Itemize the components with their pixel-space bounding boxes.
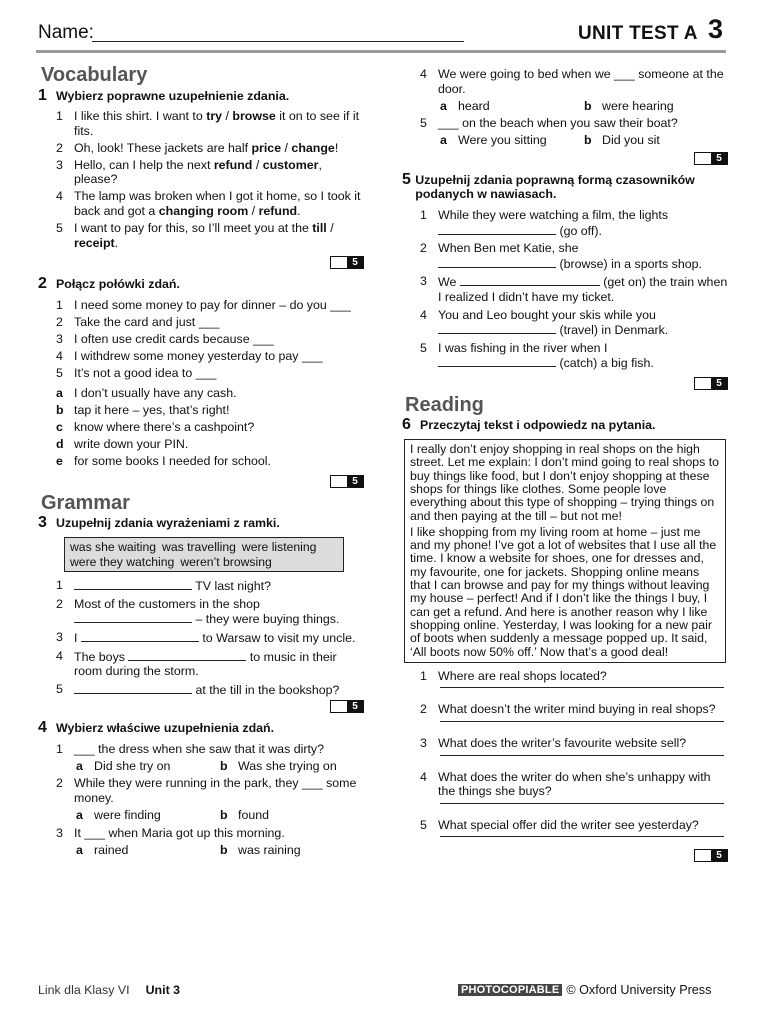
exercise-4-header — [38, 721, 364, 736]
exercise-instruction: Połącz połówki zdań. — [56, 277, 180, 292]
answer-blank[interactable] — [74, 611, 192, 623]
option-a[interactable]: refund — [213, 157, 253, 172]
option-b[interactable] — [220, 808, 364, 823]
exercise-5-header — [402, 170, 728, 202]
item-text: Where are real shops located? — [438, 668, 607, 683]
reading-title: Reading — [405, 393, 484, 416]
text-segment: at the till in the bookshop? — [192, 682, 340, 697]
option-b[interactable]: change — [291, 140, 335, 155]
exercise-number: 1 — [38, 86, 47, 104]
question-item — [38, 141, 364, 156]
text-segment: – they were buying things. — [192, 612, 340, 627]
item-number: 4 — [56, 648, 63, 663]
item-text: What does the writer’s favourite website sell? — [438, 736, 687, 750]
option-letter: a — [440, 133, 447, 148]
exercise-3-header — [38, 516, 364, 531]
item-text: Take the card and just ___ — [74, 314, 220, 329]
item-number: 3 — [56, 331, 63, 346]
question-item — [38, 649, 364, 679]
max-score: 5 — [711, 850, 727, 861]
text-segment: . — [114, 235, 119, 250]
option-item — [38, 386, 364, 401]
option-letter: a — [76, 842, 83, 857]
exercise-instruction: Uzupełnij zdania poprawną formą czasowników podanych w nawiasach. — [415, 172, 695, 202]
reading-paragraph: I really don’t enjoy shopping in real shops on the high street. Let me explain: I don’t mind going to real shops to buy things like food, but I don’t enjoy shopping at these shops for things like clothes. Some people love everything about this type of shopping – trying things on and then paying at the till – but not me! — [410, 442, 719, 523]
option-separator: / — [326, 220, 334, 235]
item-text: It ___ when Maria got up this morning. — [74, 825, 285, 840]
name-input-line[interactable] — [92, 41, 464, 42]
option-b[interactable]: browse — [232, 109, 276, 124]
option-text: were hearing — [602, 98, 674, 113]
exercise-number: 4 — [38, 719, 47, 737]
item-text: It’s not a good idea to ___ — [74, 365, 217, 380]
unit-test-title: UNIT TEST A — [578, 23, 698, 44]
exercise-instruction: Wybierz poprawne uzupełnienie zdania. — [56, 88, 290, 103]
item-number: 3 — [420, 274, 427, 289]
item-number: 5 — [420, 340, 427, 355]
item-number: 5 — [56, 681, 63, 696]
vocabulary-title: Vocabulary — [41, 64, 148, 86]
answer-blank[interactable] — [460, 274, 600, 286]
max-score: 5 — [711, 153, 727, 164]
question-item — [402, 67, 728, 96]
reading-text-box — [404, 439, 726, 663]
item-number: 5 — [56, 365, 63, 380]
question-item — [38, 158, 364, 187]
item-text: What doesn’t the writer mind buying in real shops? — [438, 702, 716, 717]
option-b[interactable] — [584, 99, 728, 114]
score-input[interactable] — [331, 476, 347, 487]
option-text: write down your PIN. — [74, 437, 189, 452]
item-number: 4 — [420, 307, 427, 322]
exercise-6-questions — [402, 669, 728, 838]
option-letter: a — [440, 98, 447, 113]
item-text — [74, 630, 364, 646]
exercise-number: 2 — [38, 275, 47, 293]
item-text — [74, 649, 364, 679]
exercise-6-score — [402, 849, 728, 862]
option-b[interactable] — [220, 759, 364, 774]
option-text: tap it here – yes, that’s right! — [74, 403, 230, 418]
option-a[interactable]: changing room — [158, 203, 249, 218]
question-item — [38, 742, 364, 757]
text-segment: TV last night? — [192, 579, 271, 594]
option-a[interactable] — [440, 99, 584, 114]
max-score: 5 — [347, 701, 363, 712]
text-segment: Oh, look! These jackets are half — [74, 140, 252, 155]
answer-options — [76, 808, 364, 823]
option-text: found — [238, 808, 270, 823]
max-score: 5 — [347, 476, 363, 487]
grammar-title: Grammar — [41, 491, 130, 514]
question-item — [402, 341, 728, 371]
question-item — [402, 770, 728, 799]
header-rule — [36, 50, 726, 53]
item-text: What does the writer do when she’s unhappy with the things she buys? — [438, 769, 711, 799]
option-a[interactable] — [440, 133, 584, 148]
exercise-1-header — [38, 86, 364, 104]
answer-blank[interactable] — [128, 649, 246, 661]
answer-options — [440, 99, 728, 114]
text-segment: I want to pay for this, so I’ll meet you at the — [74, 220, 313, 235]
option-a[interactable] — [76, 759, 220, 774]
item-text: ___ the dress when she saw that it was dirty? — [74, 741, 325, 756]
option-text: Were you sitting — [458, 133, 547, 148]
option-separator: / — [252, 157, 263, 172]
question-item — [38, 826, 364, 841]
answer-options — [76, 759, 364, 774]
item-number: 3 — [56, 157, 63, 172]
item-text — [74, 141, 364, 156]
left-column — [38, 60, 364, 860]
name-label: Name: — [38, 22, 94, 43]
option-letter: c — [56, 420, 63, 435]
answer-blank[interactable] — [74, 578, 192, 590]
item-text: I need some money to pay for dinner – do you ___ — [74, 297, 351, 312]
text-segment: The lamp was broken when I got it home, so I took it back and got a — [74, 189, 361, 218]
item-number: 2 — [420, 702, 427, 717]
item-text: I withdrew some money yesterday to pay ___ — [74, 348, 323, 363]
option-b[interactable]: refund — [258, 203, 298, 218]
option-text: Was she trying on — [238, 758, 337, 773]
exercise-5-items — [402, 208, 728, 371]
answer-blank[interactable] — [438, 223, 556, 235]
publisher: © Oxford University Press — [566, 983, 712, 997]
footer-right — [458, 983, 711, 997]
option-text: Did she try on — [94, 758, 171, 773]
question-item — [402, 669, 728, 684]
reading-paragraph: I like shopping from my living room at home – just me and my phone! I’ve got a lot of websites that I use all the time. I know a website for shoes, one for dresses and, my favourite, one for jackets. Shopping online means that I can browse and pay for my things without leaving my house – perfect! And if I don’t like the things I buy, I can get a refund. And here is another reason why I like shopping online. Yesterday, I was looking for a new pair of boots when suddenly a message popped up. It said, ‘All boots now 50% off.’ Now that’s a good deal! — [410, 524, 717, 659]
question-item — [38, 776, 364, 805]
max-score: 5 — [711, 378, 727, 389]
item-text: I often use credit cards because ___ — [74, 331, 274, 346]
item-number: 5 — [56, 220, 63, 235]
answer-line[interactable] — [440, 686, 724, 688]
option-b[interactable]: customer — [262, 157, 319, 172]
option-letter: b — [56, 403, 64, 418]
question-item — [38, 189, 364, 218]
question-item — [402, 308, 728, 338]
option-letter: b — [584, 133, 592, 148]
option-letter: a — [76, 758, 83, 773]
max-score: 5 — [347, 257, 363, 268]
exercise-3-score — [38, 700, 364, 713]
exercise-4-score — [402, 152, 728, 165]
score-input[interactable] — [331, 257, 347, 268]
answer-line[interactable] — [440, 720, 724, 722]
answer-blank[interactable] — [81, 630, 199, 642]
item-number: 2 — [56, 314, 63, 329]
item-text — [438, 274, 728, 304]
answer-blank[interactable] — [438, 256, 556, 268]
option-text: know where there’s a cashpoint? — [74, 420, 255, 435]
text-segment: When Ben met Katie, she — [438, 241, 579, 256]
text-segment: (travel) in Denmark. — [556, 323, 669, 338]
item-number: 4 — [420, 67, 427, 81]
option-item — [38, 403, 364, 418]
item-text — [74, 189, 364, 218]
question-item — [402, 274, 728, 304]
answer-line[interactable] — [440, 754, 724, 756]
question-item — [38, 597, 364, 627]
exercise-2-score — [38, 475, 364, 488]
item-number: 3 — [56, 825, 63, 840]
score-input[interactable] — [331, 701, 347, 712]
question-item — [402, 241, 728, 271]
text-segment: Hello, can I help the next — [74, 157, 214, 172]
exercise-5-score — [402, 377, 728, 390]
answer-blank[interactable] — [438, 355, 556, 367]
exercise-6-header — [402, 418, 728, 433]
answer-options — [76, 843, 364, 858]
option-b[interactable] — [584, 133, 728, 148]
question-item — [38, 682, 364, 698]
footer-unit: Unit 3 — [145, 983, 181, 997]
question-item — [38, 349, 364, 364]
question-item — [38, 221, 364, 250]
item-number: 4 — [420, 769, 427, 784]
answer-blank[interactable] — [74, 682, 192, 694]
text-segment: Most of the customers in the shop — [74, 596, 260, 611]
question-item — [38, 332, 364, 347]
text-segment: to Warsaw to visit my uncle. — [198, 630, 356, 645]
item-number: 2 — [56, 596, 63, 611]
item-text: What special offer did the writer see yesterday? — [438, 817, 699, 832]
item-text — [74, 158, 364, 187]
item-number: 2 — [56, 776, 63, 791]
text-segment: to music in their room during the storm. — [74, 649, 337, 679]
text-segment: While they were watching a film, the lights — [438, 207, 669, 222]
book-title: Link dla Klasy VI — [38, 983, 130, 997]
text-segment: I was fishing in the river when I — [438, 340, 608, 355]
option-letter: a — [76, 808, 83, 823]
option-a[interactable] — [76, 808, 220, 823]
item-number: 3 — [56, 629, 63, 644]
item-text — [74, 597, 364, 627]
item-number: 4 — [56, 189, 63, 204]
answer-blank[interactable] — [438, 322, 556, 334]
item-number: 4 — [56, 348, 63, 363]
exercise-number: 6 — [402, 416, 411, 434]
exercise-2-header — [38, 277, 364, 292]
right-column — [402, 67, 728, 870]
option-b[interactable] — [220, 843, 364, 858]
option-separator: / — [281, 140, 292, 155]
option-text: heard — [458, 98, 490, 113]
text-segment: You and Leo bought your skis while you — [438, 307, 656, 322]
item-text: ___ on the beach when you saw their boat? — [438, 116, 678, 131]
exercise-4-items — [38, 742, 364, 857]
exercise-2-options — [38, 386, 364, 469]
exercise-2-items — [38, 298, 364, 381]
text-segment: (catch) a big fish. — [556, 356, 654, 371]
item-number: 1 — [56, 578, 63, 593]
option-letter: e — [56, 454, 63, 469]
option-text: for some books I needed for school. — [74, 454, 271, 469]
exercise-instruction: Przeczytaj tekst i odpowiedz na pytania. — [420, 418, 656, 433]
item-number: 1 — [56, 109, 63, 124]
item-text — [74, 682, 364, 698]
text-segment: I — [74, 630, 81, 645]
question-item — [402, 116, 728, 131]
exercise-4-items-continued — [402, 67, 728, 148]
score-input[interactable] — [695, 153, 711, 164]
item-text — [74, 109, 364, 138]
item-number: 5 — [420, 116, 427, 131]
text-segment: (browse) in a sports shop. — [556, 256, 702, 271]
question-item — [38, 366, 364, 381]
exercise-instruction: Wybierz właściwe uzupełnienia zdań. — [56, 721, 275, 736]
word-box — [64, 537, 344, 572]
item-number: 2 — [56, 140, 63, 155]
exercise-1-items — [38, 109, 364, 250]
option-letter: b — [220, 808, 228, 823]
text-segment: . — [297, 203, 301, 218]
box-phrase: weren’t browsing — [180, 554, 272, 569]
option-item — [38, 454, 364, 469]
option-a[interactable]: price — [251, 140, 282, 155]
option-letter: b — [220, 758, 228, 773]
answer-options — [440, 133, 728, 148]
option-text: were finding — [94, 808, 161, 823]
exercise-1-score — [38, 256, 364, 269]
option-text: rained — [94, 842, 129, 857]
item-text — [438, 241, 728, 271]
option-separator: / — [222, 109, 233, 124]
option-a[interactable] — [76, 843, 220, 858]
box-phrase: was she waiting — [70, 539, 157, 554]
item-text — [438, 341, 728, 371]
option-letter: d — [56, 437, 64, 452]
item-text — [74, 221, 364, 250]
option-b[interactable]: receipt — [74, 235, 115, 250]
answer-line[interactable] — [440, 802, 724, 804]
question-item — [402, 736, 728, 751]
item-text: We were going to bed when we ___ someone at the door. — [438, 67, 724, 96]
item-number: 1 — [56, 741, 63, 756]
exercise-instruction: Uzupełnij zdania wyrażeniami z ramki. — [56, 516, 280, 531]
option-letter: b — [220, 842, 228, 857]
item-number: 5 — [420, 817, 427, 832]
option-separator: / — [248, 203, 259, 218]
item-number: 1 — [420, 207, 427, 222]
footer-left — [38, 983, 180, 997]
option-text: Did you sit — [602, 133, 660, 148]
question-item — [38, 109, 364, 138]
question-item — [402, 818, 728, 833]
question-item — [402, 208, 728, 238]
item-number: 1 — [420, 668, 427, 683]
text-segment: (get on) the train when I realized I didn’t have my ticket. — [438, 275, 728, 304]
exercise-number: 3 — [38, 514, 47, 532]
item-text — [74, 578, 364, 594]
text-segment: , please? — [74, 157, 322, 187]
score-input[interactable] — [695, 378, 711, 389]
exercise-3-items — [38, 578, 364, 697]
question-item — [38, 630, 364, 646]
item-text — [438, 208, 728, 238]
option-a[interactable]: try — [206, 109, 223, 124]
question-item — [38, 315, 364, 330]
item-text: While they were running in the park, they ___ some money. — [74, 776, 357, 806]
question-item — [38, 298, 364, 313]
text-segment: The boys — [74, 649, 129, 664]
exercise-number: 5 — [402, 170, 411, 188]
unit-number: 3 — [708, 14, 724, 44]
question-item — [402, 702, 728, 717]
box-phrase: was travelling — [162, 539, 236, 554]
text-segment: it on to see if it fits. — [74, 109, 360, 138]
answer-line[interactable] — [440, 835, 724, 837]
option-letter: a — [56, 386, 63, 401]
option-item — [38, 437, 364, 452]
box-phrase: were listening — [241, 539, 317, 554]
text-segment: ! — [334, 140, 339, 155]
question-item — [38, 578, 364, 594]
option-a[interactable]: till — [312, 220, 327, 235]
text-segment: I like this shirt. I want to — [74, 109, 207, 124]
box-phrase: were they watching — [70, 554, 175, 569]
option-text: was raining — [238, 842, 301, 857]
item-number: 2 — [420, 241, 427, 256]
item-number: 3 — [420, 736, 427, 750]
option-text: I don’t usually have any cash. — [74, 386, 237, 401]
item-number: 1 — [56, 297, 63, 312]
option-letter: b — [584, 98, 592, 113]
photocopiable-badge: PHOTOCOPIABLE — [458, 984, 562, 996]
item-text — [438, 308, 728, 338]
text-segment: We — [438, 275, 460, 290]
text-segment: (go off). — [556, 223, 602, 238]
option-item — [38, 420, 364, 435]
score-input[interactable] — [695, 850, 711, 861]
